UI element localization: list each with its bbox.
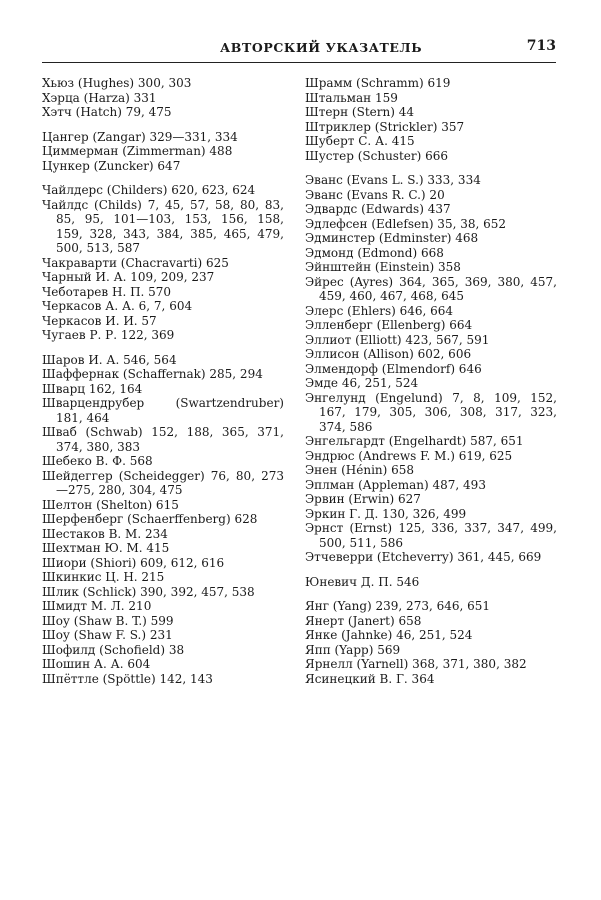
index-entry: Эллиот (Elliott) 423, 567, 591 [305, 332, 490, 347]
index-entry: Цункер (Zuncker) 647 [42, 158, 181, 173]
index-entry: Чугаев Р. Р. 122, 369 [42, 328, 175, 342]
index-entry: Шпёттле (Spöttle) 142, 143 [42, 671, 213, 686]
index-entry: Ярнелл (Yarnell) 368, 371, 380, 382 [305, 657, 527, 671]
index-entry: Энгелунд (Engelund) 7, 8, 109, 152, 167, 179, 305, 306, 308, 317, 323, 374, 586 [305, 390, 557, 434]
index-entry: Черкасов И. И. 57 [42, 313, 157, 328]
index-entry: Черкасов А. А. 6, 7, 604 [42, 299, 193, 313]
index-letter-group [42, 130, 284, 174]
index-entry: Чайлдерс (Childers) 620, 623, 624 [42, 183, 256, 197]
index-entry: Штерн (Stern) 44 [305, 105, 414, 119]
index-entry: Штальман 159 [305, 90, 398, 105]
index-entry: Элленберг (Ellenberg) 664 [305, 318, 473, 332]
index-entry: Эдлефсен (Edlefsen) 35, 38, 652 [305, 216, 507, 231]
index-letter-group [42, 76, 284, 120]
index-entry: Шлик (Schlick) 390, 392, 457, 538 [42, 584, 255, 599]
index-entry: Эдвардс (Edwards) 437 [305, 202, 451, 216]
index-letter-group [305, 599, 557, 686]
index-entry: Шехтман Ю. М. 415 [42, 541, 170, 555]
index-entry: Хэтч (Hatch) 79, 475 [42, 105, 172, 119]
index-letter-group [305, 76, 557, 163]
index-entry: Шелтон (Shelton) 615 [42, 497, 179, 512]
index-entry: Элмендорф (Elmendorf) 646 [305, 361, 482, 376]
index-entry: Эплман (Appleman) 487, 493 [305, 477, 486, 492]
index-entry: Эрнст (Ernst) 125, 336, 337, 347, 499, 500, 511, 586 [305, 521, 557, 550]
index-entry: Шоу (Shaw F. S.) 231 [42, 628, 173, 642]
index-entry: Шерфенберг (Schaerffenberg) 628 [42, 512, 258, 526]
index-entry: Эндрюс (Andrews F. M.) 619, 625 [305, 448, 513, 463]
index-entry: Чарный И. А. 109, 209, 237 [42, 270, 215, 284]
index-entry: Юневич Д. П. 546 [305, 574, 420, 589]
index-entry: Хьюз (Hughes) 300, 303 [42, 76, 192, 90]
index-entry: Шаффернак (Schaffernak) 285, 294 [42, 367, 263, 381]
index-entry: Шварц 162, 164 [42, 381, 143, 396]
index-entry: Эванс (Evans R. C.) 20 [305, 187, 445, 202]
index-entry: Эйнштейн (Einstein) 358 [305, 260, 461, 274]
index-entry: Шустер (Schuster) 666 [305, 148, 449, 163]
index-entry: Эллисон (Allison) 602, 606 [305, 347, 472, 361]
index-entry: Эркин Г. Д. 130, 326, 499 [305, 506, 467, 521]
index-entry: Эмде 46, 251, 524 [305, 376, 419, 390]
index-letter-group [305, 173, 557, 565]
index-entry: Шебеко В. Ф. 568 [42, 454, 153, 468]
index-entry: Шофилд (Schofield) 38 [42, 642, 185, 657]
index-entry: Шуберт С. А. 415 [305, 134, 415, 148]
index-letter-group [42, 183, 284, 343]
index-entry: Эдминстер (Edminster) 468 [305, 231, 479, 245]
index-entry: Энен (Hénin) 658 [305, 463, 415, 477]
index-entry: Эванс (Evans L. S.) 333, 334 [305, 173, 481, 187]
left-index-column [42, 76, 284, 696]
index-entry: Этчеверри (Etcheverry) 361, 445, 669 [305, 550, 542, 564]
index-entry: Штриклер (Strickler) 357 [305, 119, 465, 134]
index-entry: Хэрца (Harza) 331 [42, 90, 157, 105]
index-entry: Шестаков В. М. 234 [42, 526, 168, 541]
index-entry: Эрвин (Erwin) 627 [305, 492, 421, 506]
index-entry: Янг (Yang) 239, 273, 646, 651 [305, 599, 491, 613]
index-letter-group [305, 575, 557, 590]
index-entry: Элерс (Ehlers) 646, 664 [305, 303, 454, 318]
index-entry: Шмидт М. Л. 210 [42, 599, 152, 613]
index-entry: Энгельгардт (Engelhardt) 587, 651 [305, 434, 524, 448]
index-entry: Цангер (Zangar) 329—331, 334 [42, 129, 238, 144]
index-entry: Эдмонд (Edmond) 668 [305, 245, 444, 260]
index-entry: Эйрес (Ayres) 364, 365, 369, 380, 457, 459, 460, 467, 468, 645 [305, 274, 557, 303]
index-entry: Шейдеггер (Scheidegger) 76, 80, 273—275, 280, 304, 475 [42, 468, 284, 497]
index-letter-group [42, 353, 284, 687]
index-entry: Шошин А. А. 604 [42, 657, 151, 671]
page-header [42, 36, 556, 63]
right-index-column [305, 76, 557, 696]
index-entry: Янерт (Janert) 658 [305, 613, 422, 628]
index-entry: Шиори (Shiori) 609, 612, 616 [42, 555, 225, 570]
index-entry: Шварцендрубер (Swartzendruber) 181, 464 [42, 396, 284, 425]
index-entry: Шкинкис Ц. Н. 215 [42, 570, 165, 584]
index-entry: Шоу (Shaw B. T.) 599 [42, 613, 174, 628]
index-entry: Шваб (Schwab) 152, 188, 365, 371, 374, 380, 383 [42, 425, 284, 454]
index-entry: Чайлдс (Childs) 7, 45, 57, 58, 80, 83, 85, 95, 101—103, 153, 156, 158, 159, 328, 343, 384, 385, 465, 479, 500, 513, 587 [42, 197, 284, 255]
index-entry: Янке (Jahnke) 46, 251, 524 [305, 628, 473, 642]
running-title: АВТОРСКИЙ УКАЗАТЕЛЬ [220, 40, 423, 55]
index-entry: Шаров И. А. 546, 564 [42, 352, 177, 367]
index-entry: Ясинецкий В. Г. 364 [305, 671, 435, 686]
index-entry: Шрамм (Schramm) 619 [305, 76, 451, 90]
index-entry: Чеботарев Н. П. 570 [42, 284, 172, 299]
index-entry: Циммерман (Zimmerman) 488 [42, 144, 233, 158]
page-number: 713 [526, 38, 556, 54]
index-entry: Япп (Yapp) 569 [305, 642, 401, 657]
index-entry: Чакраварти (Chacravarti) 625 [42, 255, 229, 270]
